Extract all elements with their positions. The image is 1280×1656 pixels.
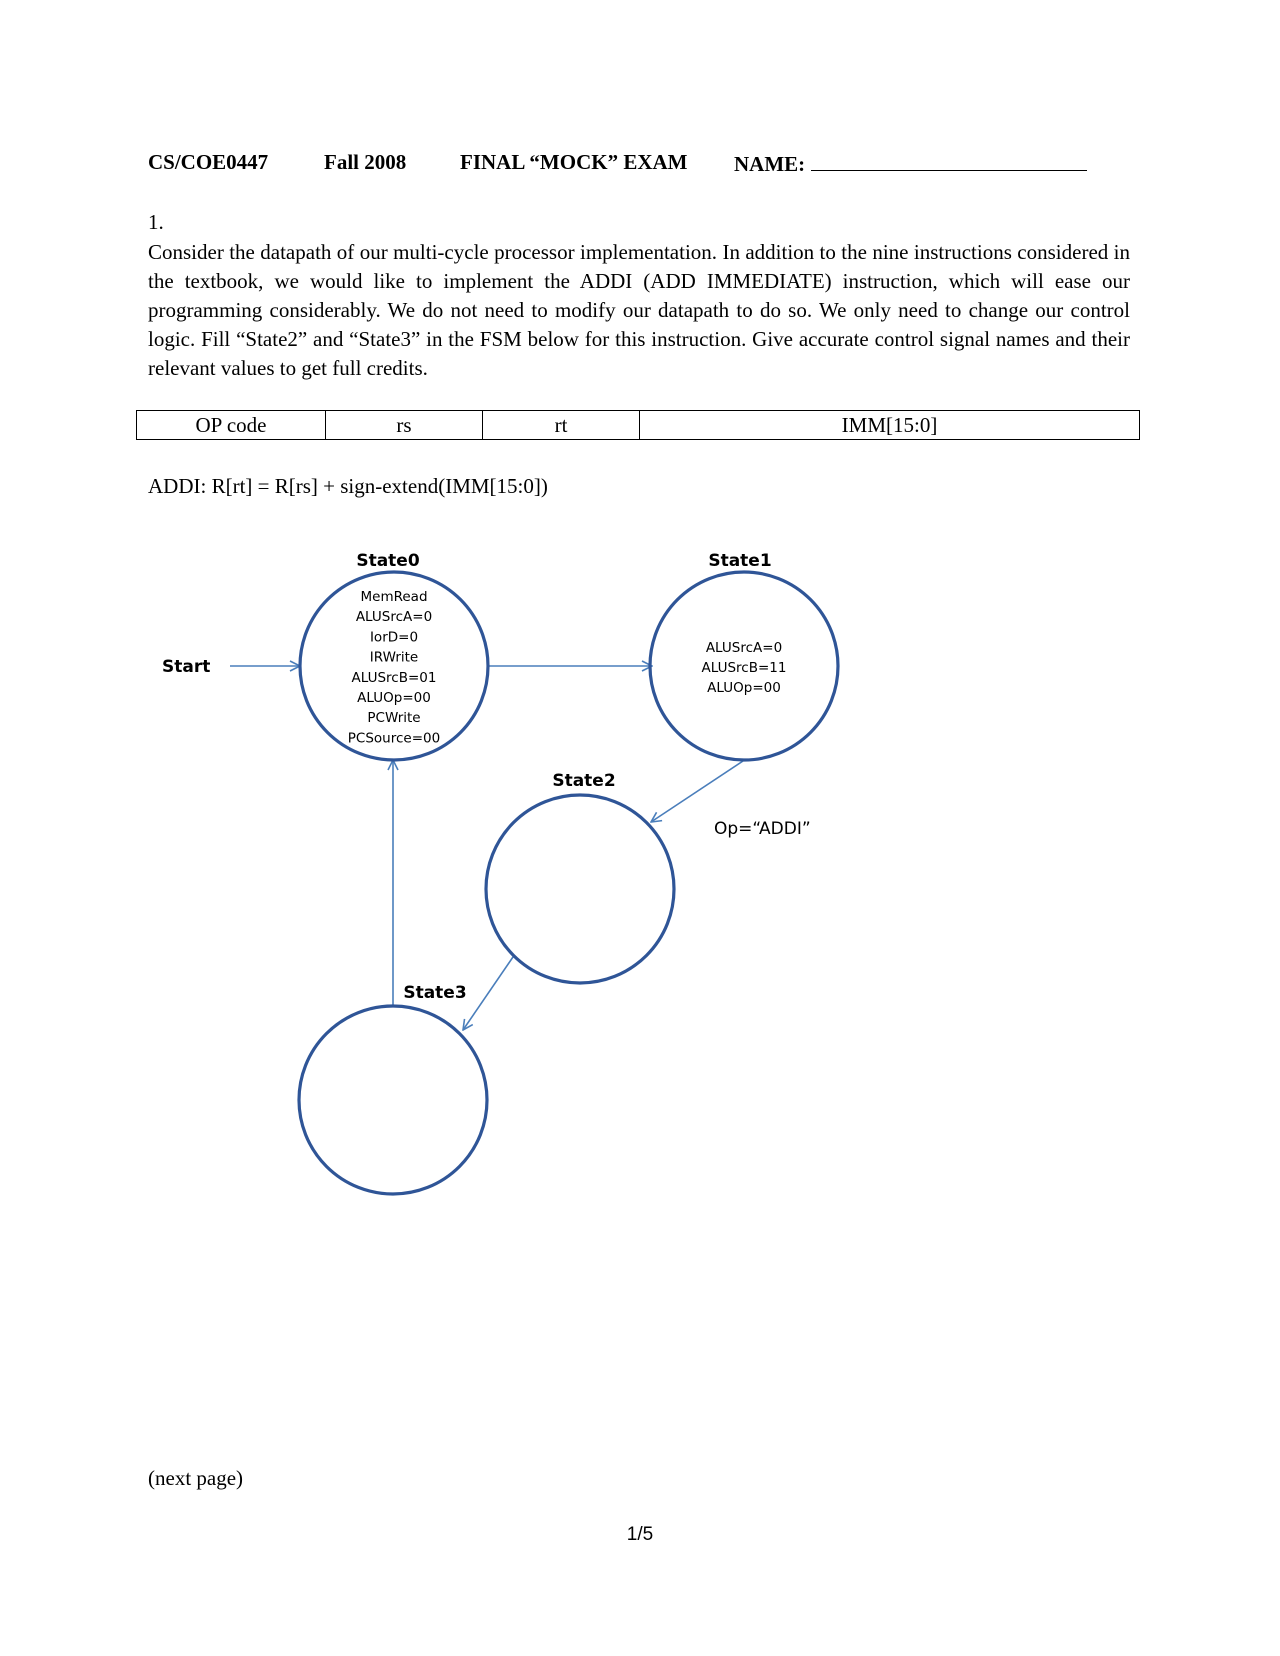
state0-title: State0 [356,551,420,571]
signal-0-1: ALUSrcA=0 [355,609,433,626]
immediate-cell: IMM[15:0] [640,411,1140,440]
exam-title: FINAL “MOCK” EXAM [460,150,688,174]
signal-0-4: ALUSrcB=01 [351,669,437,686]
signal-1-0: ALUSrcA=0 [705,640,783,656]
state1-title: State1 [708,551,772,571]
signal-0-6: PCWrite [367,710,421,727]
page-number: 1/5 [626,1524,654,1545]
term: Fall 2008 [324,150,407,174]
state3-circle [299,1006,487,1194]
state3-title: State3 [403,983,467,1003]
start-label: Start [162,657,211,677]
signal-0-5: ALUOp=00 [357,690,431,706]
next-page-note: (next page) [148,1466,244,1490]
rs-cell: rs [326,411,483,440]
opcode-cell: OP code [137,411,326,440]
signal-0-2: IorD=0 [369,629,419,646]
signal-1-1: ALUSrcB=11 [701,660,787,676]
question-text: Consider the datapath of our multi-cycle processor implementation. In addition to the nine instructions considered in the textbook, we would like to implement the ADDI (ADD IMMEDIATE) instruction, which will ease our programming considerably. We do not need to modify our datapath to do so. We only need to change our control logic. Fill “State2” and “State3” in the FSM below for this instruction. Give accurate control signal names and their relevant values to get full credits. [148,240,1130,380]
signal-0-3: IRWrite [369,649,419,666]
state2-title: State2 [552,771,616,791]
arrow-state2-to-state3 [463,957,513,1030]
addi-definition: ADDI: R[rt] = R[rs] + sign-extend(IMM[15:0]) [148,474,548,498]
rt-cell: rt [483,411,640,440]
state0-signal-list [348,589,440,746]
name-label: NAME: [734,152,806,176]
signal-0-0: MemRead [360,589,428,605]
signal-1-2: ALUOp=00 [707,680,781,696]
question-number: 1. [148,210,164,234]
state1-signal-list [702,640,787,696]
course-code: CS/COE0447 [148,150,269,174]
transition-label-op-addi: Op=“ADDI” [714,819,811,839]
arrow-state1-to-state2 [651,761,743,822]
state2-circle [486,795,674,983]
signal-0-7: PCSource=00 [347,730,441,747]
